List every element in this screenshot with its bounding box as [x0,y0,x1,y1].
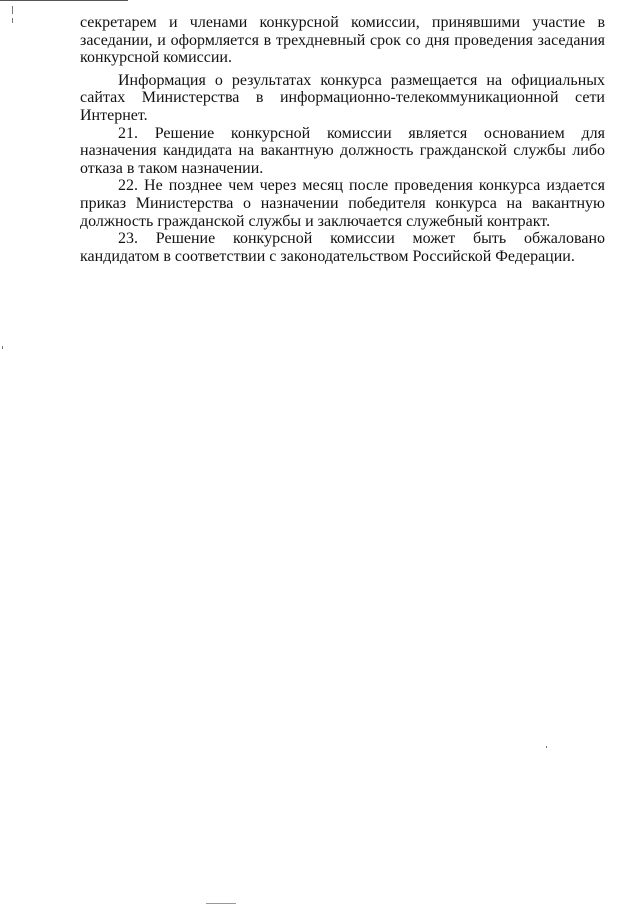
top-rule [0,0,128,1]
scan-mark [546,746,547,748]
paragraph-item-21: 21. Решение конкурсной комиссии является основанием для назначения кандидата на вакантную должность гражданской службы либо отказа в таком назначении. [80,124,605,177]
scan-mark [12,18,13,23]
scan-mark [12,6,13,14]
document-text [80,14,605,265]
paragraph-item-22: 22. Не позднее чем через месяц после проведения конкурса издается приказ Министерства о назначении победителя конкурса на вакантную должность гражданской службы и заключается служебный контракт. [80,177,605,230]
scan-mark [206,903,236,904]
scan-mark [2,346,3,349]
paragraph-item-23: 23. Решение конкурсной комиссии может быть обжаловано кандидатом в соответствии с законодательством Российской Федерации. [80,230,605,265]
paragraph-results-information: Информация о результатах конкурса размещается на официальных сайтах Министерства в информационно-телекоммуникационной сети Интернет. [80,71,605,124]
paragraph-continuation: секретарем и членами конкурсной комиссии, принявшими участие в заседании, и оформляется в трехдневный срок со дня проведения заседания конкурсной комиссии. [80,14,605,67]
